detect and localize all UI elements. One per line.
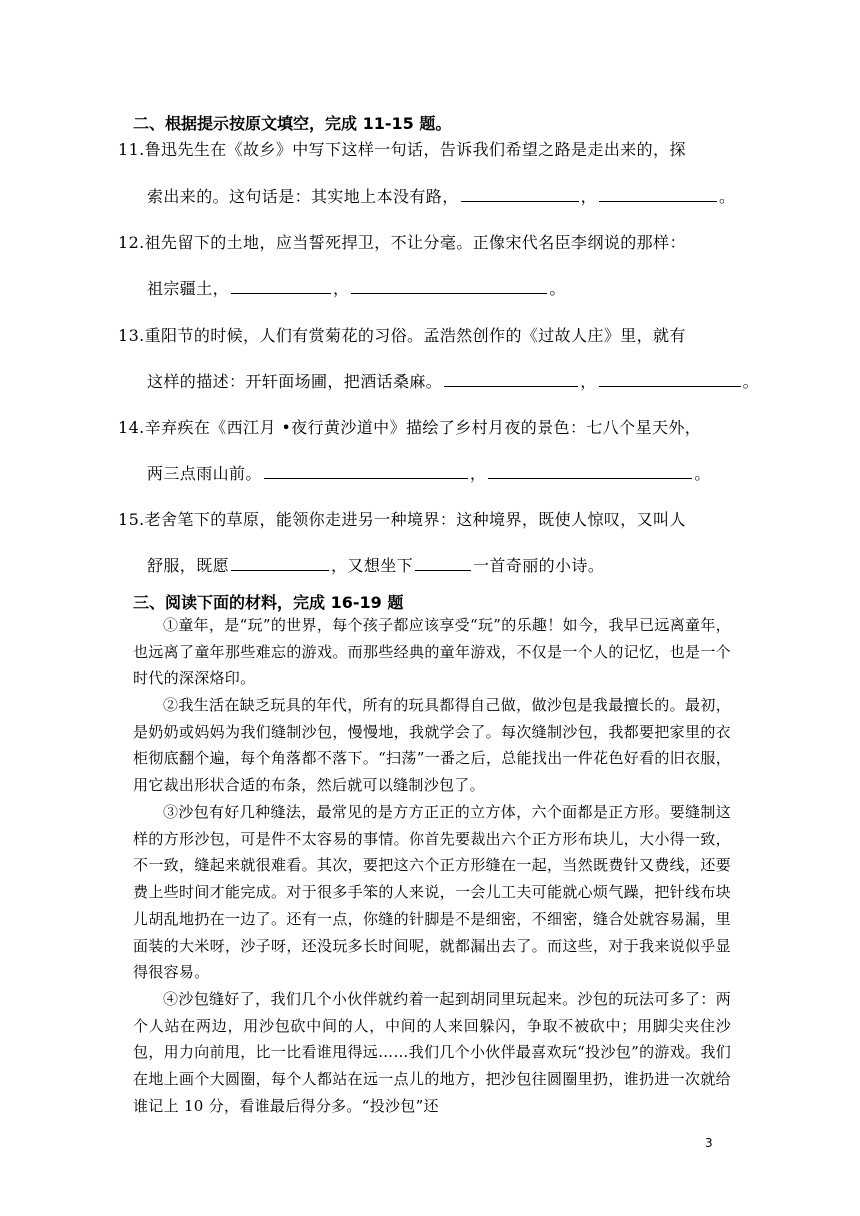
question-11-text: 索出来的。这句话是：其实地上本没有路，	[147, 187, 459, 206]
section-2-heading: 二、根据提示按原文填空，完成 11-15 题。	[133, 114, 452, 133]
answer-blank[interactable]	[351, 278, 547, 294]
question-12-line-1: 12.祖先留下的土地，应当誓死捍卫，不让分毫。正像宋代名臣李纲说的那样：	[118, 233, 686, 252]
period: 。	[719, 187, 736, 206]
question-11-line-2	[147, 186, 735, 208]
question-15-text-c: 一首奇丽的小诗。	[473, 556, 605, 575]
answer-blank[interactable]	[415, 555, 471, 571]
comma: ，	[580, 187, 598, 206]
reading-paragraph-3: ③沙包有好几种缝法，最常见的是方方正正的立方体，六个面都是正方形。要缝制这样的方形沙包，可是件不太容易的事情。你首先要裁出六个正方形布块儿，大小得一致，不一致，缝起来就很难看。其次，要把这六个正方形缝在一起，当然既费针又费线，还要费上些时间才能完成。对于很多手笨的人来说，一会儿工夫可能就心烦气躁，把针线布块儿胡乱地扔在一边了。还有一点，你缝的针脚是不是细密，不细密，缝合处就容易漏，里面装的大米呀，沙子呀，还没玩多长时间呢，就都漏出去了。而这些，对于我来说似乎显得很容易。	[133, 803, 731, 982]
reading-paragraph-4: ④沙包缝好了，我们几个小伙伴就约着一起到胡同里玩起来。沙包的玩法可多了：两个人站在两边，用沙包砍中间的人，中间的人来回躲闪，争取不被砍中；用脚尖夹住沙包，用力向前甩，比一比看谁甩得远……我们几个小伙伴最喜欢玩“投沙包”的游戏。我们在地上画个大圆圈，每个人都站在远一点儿的地方，把沙包往圆圈里扔，谁扔进一次就给谁记上 10 分，看谁最后得分多。“投沙包”还	[133, 990, 731, 1115]
question-15-line-2	[147, 555, 604, 577]
section-3-heading: 三、阅读下面的材料，完成 16-19 题	[133, 593, 404, 612]
question-15-text-a: 舒服，既愿	[147, 556, 230, 575]
period: 。	[742, 372, 760, 391]
answer-blank[interactable]	[444, 371, 578, 387]
question-13-line-2	[147, 371, 759, 393]
question-11-line-1: 11.鲁迅先生在《故乡》中写下这样一句话，告诉我们希望之路是走出来的，探	[118, 140, 686, 159]
question-13-line-1: 13.重阳节的时候，人们有赏菊花的习俗。孟浩然创作的《过故人庄》里，就有	[118, 326, 686, 345]
answer-blank[interactable]	[599, 186, 717, 202]
question-12-line-2	[147, 278, 566, 300]
reading-paragraph-2: ②我生活在缺乏玩具的年代，所有的玩具都得自己做，做沙包是我最擅长的。最初，是奶奶或妈妈为我们缝制沙包，慢慢地，我就学会了。每次缝制沙包，我都要把家里的衣柜彻底翻个遍，每个角落都不落下。“扫荡”一番之后，总能找出一件花色好看的旧衣服，用它裁出形状合适的布条，然后就可以缝制沙包了。	[133, 696, 731, 795]
answer-blank[interactable]	[488, 463, 692, 479]
answer-blank[interactable]	[231, 278, 331, 294]
question-15-line-1: 15.老舍笔下的草原，能领你走进另一种境界：这种境界，既使人惊叹，又叫人	[118, 510, 686, 529]
comma: ，	[469, 464, 487, 483]
reading-paragraph-1: ①童年，是“玩”的世界，每个孩子都应该享受“玩”的乐趣！如今，我早已远离童年，也远离了童年那些难忘的游戏。而那些经典的童年游戏，不仅是一个人的记忆，也是一个时代的深深烙印。	[133, 616, 731, 688]
question-15-text-b: ，又想坐下	[331, 556, 414, 575]
period: 。	[549, 279, 566, 298]
question-14-line-1: 14.辛弃疾在《西江月 •夜行黄沙道中》描绘了乡村月夜的景色：七八个星天外，	[118, 418, 702, 437]
period: 。	[694, 464, 711, 483]
question-12-text: 祖宗疆土，	[147, 279, 230, 298]
question-14-text: 两三点雨山前。	[147, 464, 262, 483]
answer-blank[interactable]	[231, 555, 329, 571]
comma: ，	[333, 279, 350, 298]
question-13-text: 这样的描述：开轩面场圃，把酒话桑麻。	[147, 372, 443, 391]
answer-blank[interactable]	[461, 186, 579, 202]
question-14-line-2	[147, 463, 711, 485]
answer-blank[interactable]	[599, 371, 741, 387]
page-number: 3	[705, 1136, 713, 1150]
answer-blank[interactable]	[264, 463, 468, 479]
comma: ，	[580, 372, 597, 391]
